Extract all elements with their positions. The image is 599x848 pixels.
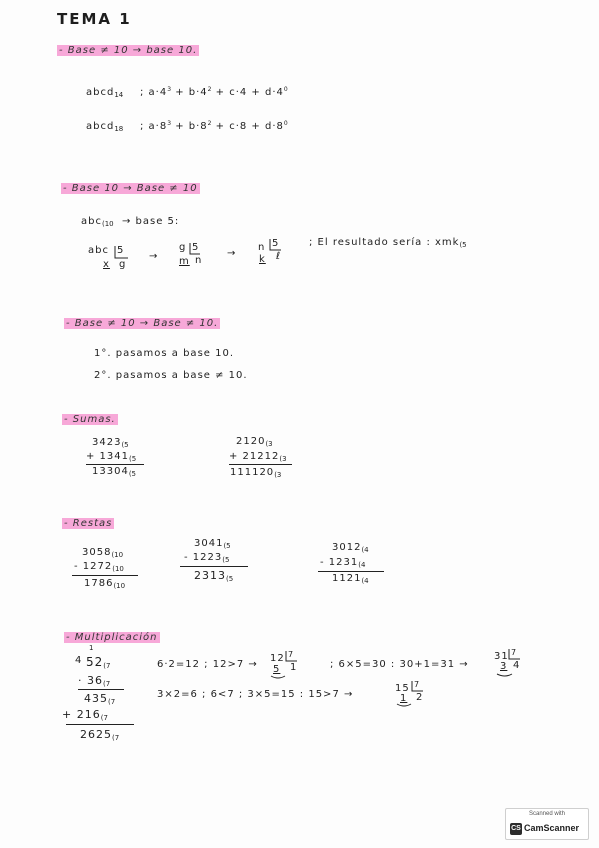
- sub-c-result: $1121_{(4}$: [332, 573, 369, 585]
- mult-explanation-3: 3×2=6 ; 6<7 ; 3×5=15 : 15>7 →: [157, 689, 354, 700]
- sub-a-result: $1786_{(10}$: [84, 578, 126, 590]
- sub-c-row-2: - $1231_{(4}$: [320, 557, 366, 569]
- division-1-remainder: x: [103, 259, 110, 270]
- section-heading-1: - Base ≠ 10 → base 10.: [59, 45, 198, 56]
- mult-div-1-dividend: 12: [270, 653, 285, 664]
- sub-a-line: [72, 575, 138, 576]
- division-2-divisor: 5: [192, 242, 200, 253]
- mult-div-1-quotient: 1: [290, 662, 298, 673]
- division-2-quotient: n: [195, 255, 203, 266]
- division-1-quotient: g: [119, 259, 127, 270]
- mult-div-3-quotient: 2: [416, 692, 424, 703]
- mult-div-2-quotient: 4: [513, 660, 521, 671]
- mult-div-2-divisor: 7: [511, 648, 518, 657]
- mult-row-1: $52_{(7}$: [86, 655, 111, 670]
- sum-a-row-2: + $1341_{(5}$: [86, 451, 137, 463]
- mult-explanation-1: 6·2=12 ; 12>7 →: [157, 659, 258, 670]
- mult-div-1-divisor: 7: [288, 650, 295, 659]
- mult-div-1-remainder: 5: [273, 664, 281, 675]
- formula-line-base14: abcd$_{14}$ ; $a\cdot 4^3 + b\cdot 4^2 + c\cdot 4 + d\cdot 4^0$: [86, 86, 288, 99]
- mult-carry-2: 1: [89, 644, 95, 652]
- sum-b-line: [229, 464, 292, 465]
- sum-b-result: $111120_{(3}$: [230, 467, 282, 479]
- division-1-divisor: 5: [117, 245, 125, 256]
- division-3-divisor: 5: [272, 238, 280, 249]
- mult-explanation-2: ; 6×5=30 : 30+1=31 →: [330, 659, 469, 670]
- camscanner-watermark: [505, 808, 589, 840]
- mult-line-1: [78, 689, 124, 690]
- mult-div-3-divisor: 7: [414, 680, 421, 689]
- sum-a-line: [86, 464, 144, 465]
- arrow-2: →: [227, 248, 237, 259]
- sub-a-row-1: $3058_{(10}$: [82, 547, 124, 559]
- division-3-remainder: k: [259, 254, 266, 265]
- watermark-caption: Scanned with: [528, 811, 566, 817]
- division-1-dividend: abc: [88, 245, 109, 256]
- sub-c-line: [318, 571, 384, 572]
- step-1: 1°. pasamos a base 10.: [94, 348, 235, 359]
- mult-partial-1: $435_{(7}$: [84, 692, 116, 706]
- mult-partial-2: + $216_{(7}$: [62, 708, 108, 722]
- mult-div-3-dividend: 15: [395, 683, 410, 694]
- mult-div-3-remainder: 1: [400, 693, 408, 704]
- sub-b-line: [180, 566, 248, 567]
- sum-b-row-2: + $21212_{(3}$: [229, 451, 287, 463]
- mult-carry: 4: [75, 655, 83, 666]
- sub-b-row-2: - $1223_{(5}$: [184, 552, 230, 564]
- sub-c-row-1: $3012_{(4}$: [332, 542, 369, 554]
- mult-div-2-dividend: 31: [494, 651, 509, 662]
- mult-div-2-remainder: 3: [500, 661, 508, 672]
- result-text: ; El resultado sería : xmk$_{(5}$: [309, 237, 467, 249]
- section-heading-5: - Restas: [64, 518, 113, 529]
- division-2-dividend: g: [179, 242, 187, 253]
- arrow-1: →: [149, 251, 159, 262]
- formula-line-base18: abcd$_{18}$ ; $a\cdot 8^3 + b\cdot 8^2 + c\cdot 8 + d\cdot 8^0$: [86, 120, 288, 133]
- sum-a-result: $13304_{(5}$: [92, 466, 136, 478]
- sub-b-row-1: $3041_{(5}$: [194, 538, 231, 550]
- sum-a-row-1: $3423_{(5}$: [92, 437, 129, 449]
- page-title: TEMA 1: [57, 10, 132, 28]
- mult-result: $2625_{(7}$: [80, 728, 120, 742]
- section-heading-3: - Base ≠ 10 → Base ≠ 10.: [66, 318, 219, 329]
- mult-row-2: · $36_{(7}$: [78, 674, 111, 688]
- section-heading-4: - Sumas.: [64, 414, 116, 425]
- sub-b-result: $2313_{(5}$: [194, 569, 234, 583]
- sum-b-row-1: $2120_{(3}$: [236, 436, 273, 448]
- division-3-dividend: n: [258, 242, 266, 253]
- section-heading-2: - Base 10 → Base ≠ 10: [63, 183, 198, 194]
- division-3-quotient: ℓ: [276, 251, 282, 262]
- camscanner-logo-icon: CS: [510, 823, 522, 835]
- base5-intro: abc$_{(10}$ → base 5:: [81, 216, 180, 228]
- division-2-remainder: m: [179, 256, 190, 267]
- mult-line-2: [66, 724, 134, 725]
- step-2: 2°. pasamos a base ≠ 10.: [94, 370, 248, 381]
- section-heading-6: - Multiplicación: [66, 632, 158, 643]
- watermark-brand: CamScanner: [524, 823, 580, 833]
- sub-a-row-2: - $1272_{(10}$: [74, 561, 124, 573]
